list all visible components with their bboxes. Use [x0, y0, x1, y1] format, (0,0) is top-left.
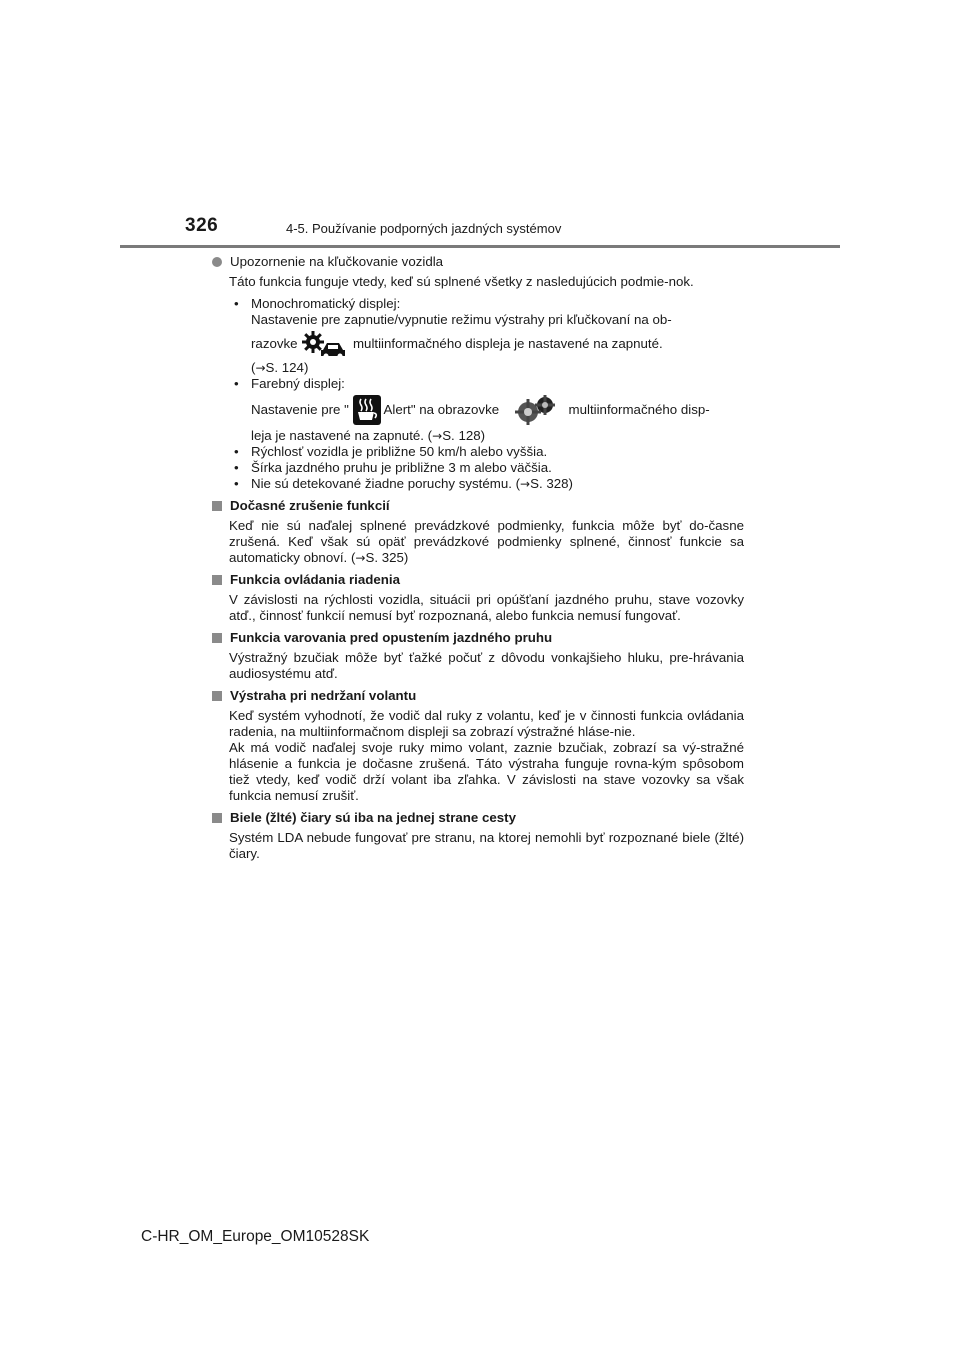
square-bullet-icon [212, 575, 222, 585]
square-bullet-icon [212, 633, 222, 643]
gear-car-icon [301, 330, 349, 358]
section-heading [211, 572, 744, 588]
square-bullet-icon [212, 691, 222, 701]
circle-bullet-icon [212, 257, 222, 267]
section-temporary-cancel [211, 498, 744, 566]
gears-icon [513, 395, 559, 425]
paragraph: Systém LDA nebude fungovať pre stranu, na ktorej nemohli byť rozpoznané biele (žlté) čiary. [229, 830, 744, 861]
list-item [229, 376, 744, 444]
section-heading [211, 810, 744, 826]
section-heading [211, 688, 744, 704]
heading-text: Funkcia varovania pred opustením jazdného pruhu [230, 630, 553, 645]
cross-reference: S. 328) [530, 476, 573, 491]
page-number: 326 [185, 215, 219, 236]
bullet-icon: • [234, 376, 239, 391]
section-steering-control [211, 572, 744, 624]
section-heading [211, 498, 744, 514]
section-one-side-lines [211, 810, 744, 862]
arrow-icon: → [255, 361, 266, 375]
list-text: Farebný displej: [251, 376, 345, 391]
section-weaving-alert [211, 254, 744, 492]
header-rule [120, 245, 840, 248]
list-text: Nie sú detekované žiadne poruchy systému. ( [251, 476, 521, 491]
paragraph: V závislosti na rýchlosti vozidla, situácii pri opúšťaní jazdného pruhu, stave vozovky atď., činnosť funkcií nemusí byť rozpoznaná, alebo funkcia nemusí fungovať. [229, 592, 744, 623]
list-item [229, 460, 744, 476]
paragraph: Výstražný bzučiak môže byť ťažké počuť z dôvodu vonkajšieho hluku, pre-hrávania audiosystému atď. [229, 650, 744, 681]
heading-text: Dočasné zrušenie funkcií [230, 498, 390, 513]
square-bullet-icon [212, 813, 222, 823]
bullet-icon: • [234, 460, 239, 475]
list-text: multiinformačného displeja je nastavené na zapnuté. [352, 336, 663, 351]
list-item [229, 444, 744, 460]
bullet-icon: • [234, 444, 239, 459]
coffee-cup-icon [353, 395, 381, 425]
list-text: Monochromatický displej: [251, 296, 401, 311]
list-text: multiinformačného disp- [568, 402, 710, 417]
section-heading [211, 630, 744, 646]
arrow-icon: → [355, 551, 366, 565]
heading-text: Biele (žlté) čiary sú iba na jednej strane cesty [230, 810, 516, 825]
section-heading [211, 254, 744, 270]
cross-reference: (→S. 124) [251, 360, 309, 375]
paragraph: Keď nie sú naďalej splnené prevádzkové podmienky, funkcia môže byť do-časne zrušená. Keď však sú opäť prevádzkové podmienky splnené, činnosť funkcie sa automaticky obnoví. (→S. 325) [229, 518, 744, 565]
cross-reference: leja je nastavené na zapnuté. (→S. 128) [251, 428, 486, 443]
list-item [229, 476, 744, 492]
paragraph: Táto funkcia funguje vtedy, keď sú splnené všetky z nasledujúcich podmie-nok. [229, 274, 694, 289]
list-text: Rýchlosť vozidla je približne 50 km/h alebo vyššia. [251, 444, 548, 459]
list-item [229, 296, 744, 376]
section-hands-off-warning [211, 688, 744, 804]
list-text: razovke [251, 336, 298, 351]
arrow-icon: → [520, 477, 531, 491]
heading-text: Funkcia ovládania riadenia [230, 572, 400, 587]
document-id: C-HR_OM_Europe_OM10528SK [141, 1228, 370, 1245]
heading-text: Upozornenie na kľučkovanie vozidla [230, 254, 444, 269]
bullet-icon: • [234, 296, 239, 311]
list-text: Šírka jazdného pruhu je približne 3 m alebo väčšia. [251, 460, 552, 475]
icon-line [251, 392, 744, 428]
chapter-title: 4-5. Používanie podporných jazdných systémov [286, 221, 562, 236]
list-text: Nastavenie pre " [251, 402, 349, 417]
icon-line [251, 328, 744, 360]
section-lane-departure-warning [211, 630, 744, 682]
page-content [211, 254, 744, 862]
list-text: Alert" na obrazovke [383, 402, 500, 417]
bullet-icon: • [234, 476, 239, 491]
heading-text: Výstraha pri nedržaní volantu [230, 688, 417, 703]
list-text: Nastavenie pre zapnutie/vypnutie režimu výstrahy pri kľučkovaní na ob- [251, 312, 672, 327]
arrow-icon: → [432, 429, 443, 443]
square-bullet-icon [212, 501, 222, 511]
page-header [120, 215, 840, 249]
paragraph: Ak má vodič naďalej svoje ruky mimo volant, zaznie bzučiak, zobrazí sa vý-stražné hlásenie a funkcia je dočasne zrušená. Táto výstraha funguje rovna-kým spôsobom tiež vtedy, keď vodič drží volant iba zľahka. V závislosti na stave vozovky sa však funkcia nemusí zrušiť. [229, 740, 744, 803]
paragraph: Keď systém vyhodnotí, že vodič dal ruky z volantu, keď je v činnosti funkcia ovládania radenia, na multiinformačnom displeji sa zobrazí výstražné hláse-nie. [229, 708, 744, 739]
